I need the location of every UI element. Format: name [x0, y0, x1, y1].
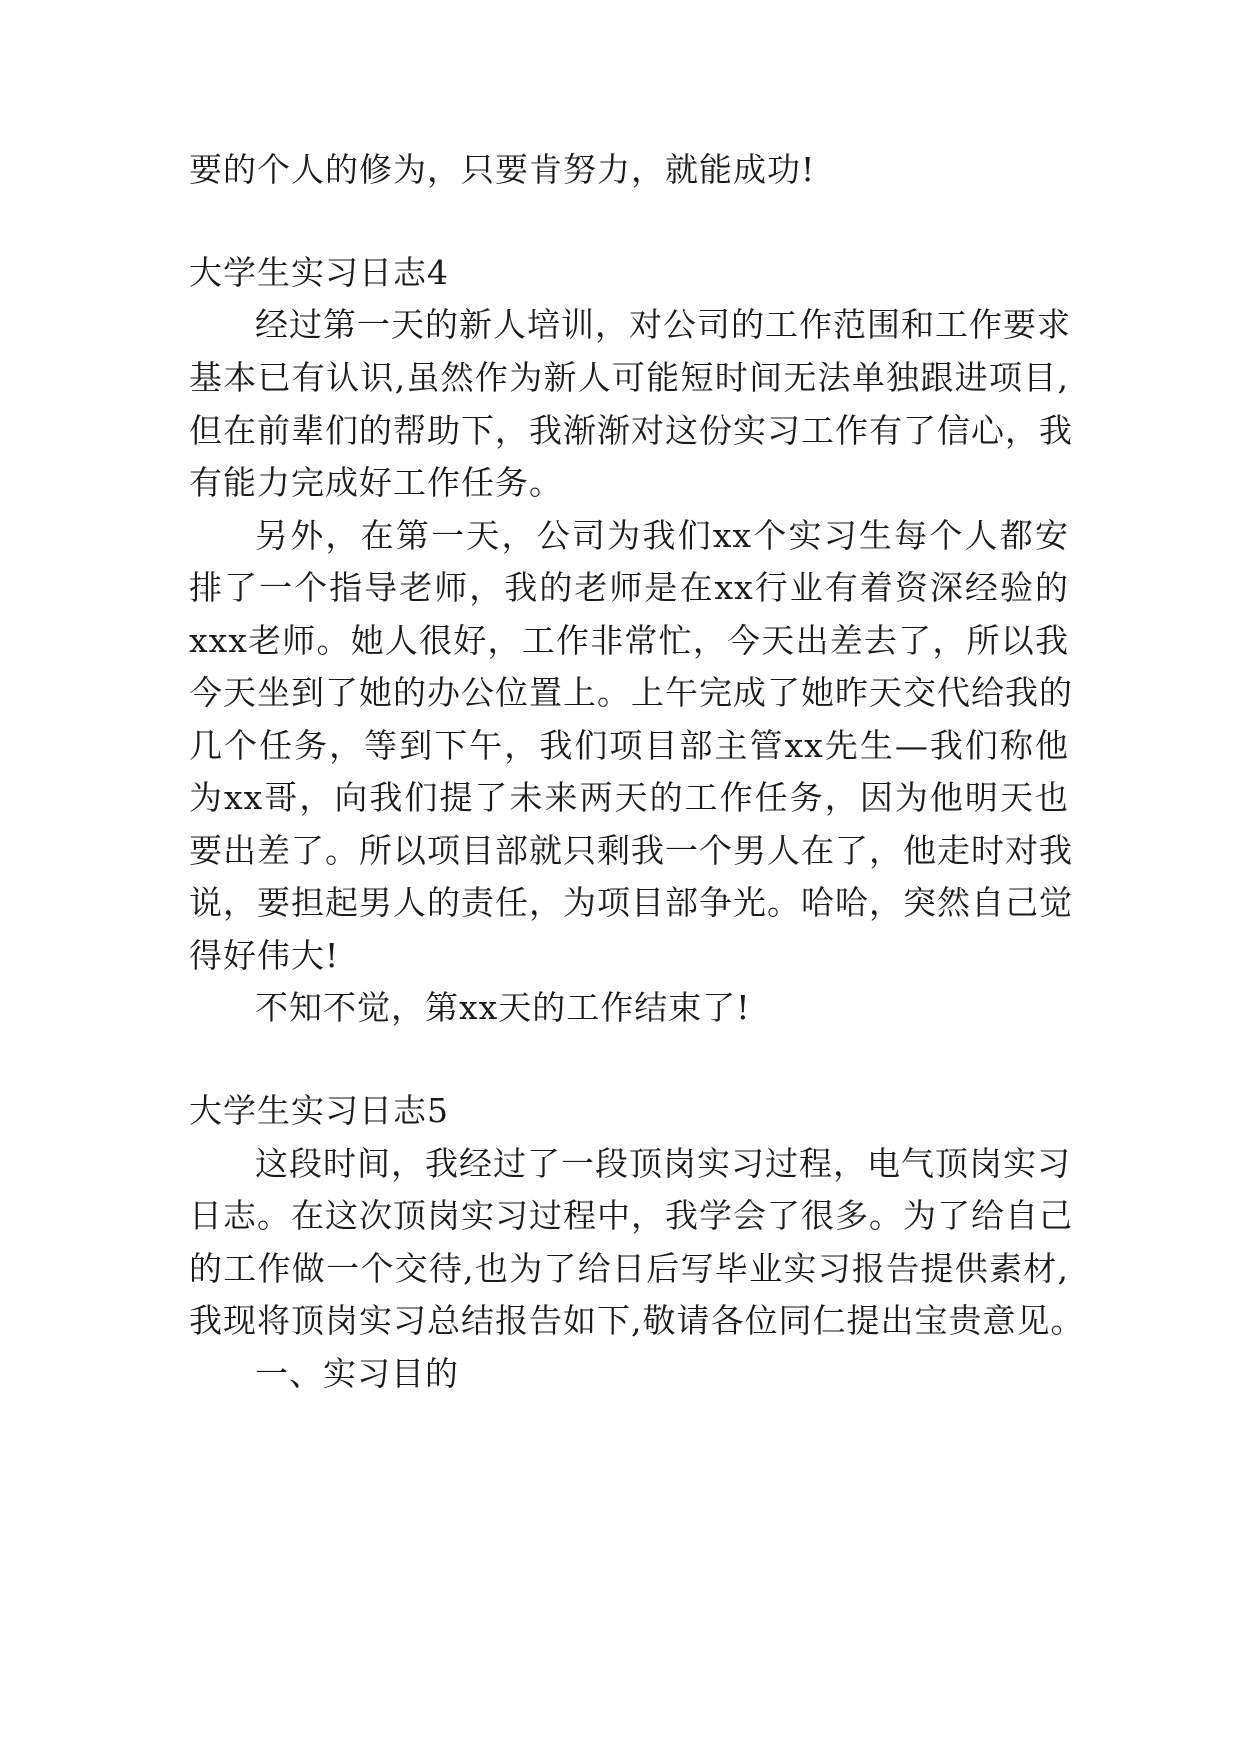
section-4-paragraph-3: 不知不觉，第xx天的工作结束了!: [255, 988, 751, 1027]
section-4-paragraph-2-line: 今天坐到了她的办公位置上。上午完成了她昨天交代给我的: [189, 673, 1073, 712]
section-4-paragraph-2-line: 说，要担起男人的责任，为项目部争光。哈哈，突然自己觉: [189, 883, 1073, 922]
section-5-paragraph-1-line: 的工作做一个交待,也为了给日后写毕业实习报告提供素材,: [189, 1249, 1069, 1288]
section-4-paragraph-2-line: xxx老师。她人很好，工作非常忙，今天出差去了，所以我: [189, 621, 1069, 660]
section-5-paragraph-1-line: 我现将顶岗实习总结报告如下,敬请各位同仁提出宝贵意见。: [189, 1301, 1085, 1340]
section-4-paragraph-1-line: 基本已有认识,虽然作为新人可能短时间无法单独跟进项目,: [189, 358, 1069, 397]
section-5-paragraph-1-line: 这段时间，我经过了一段顶岗实习过程，电气顶岗实习: [255, 1144, 1071, 1183]
section-4-paragraph-1-line: 经过第一天的新人培训，对公司的工作范围和工作要求: [255, 305, 1071, 344]
section-4-paragraph-2-line: 要出差了。所以项目部就只剩我一个男人在了，他走时对我: [189, 831, 1073, 870]
section-5-subheading: 一、实习目的: [255, 1354, 459, 1393]
section-4-paragraph-2-line: 排了一个指导老师，我的老师是在xx行业有着资深经验的: [189, 568, 1069, 607]
section-4-paragraph-1-line: 有能力完成好工作任务。: [189, 463, 563, 502]
section-5-paragraph-1-line: 日志。在这次顶岗实习过程中，我学会了很多。为了给自己: [189, 1196, 1073, 1235]
section-4-paragraph-1-line: 但在前辈们的帮助下，我渐渐对这份实习工作有了信心，我: [189, 411, 1073, 450]
section-4-heading: 大学生实习日志4: [189, 253, 449, 292]
section-5-heading: 大学生实习日志5: [189, 1091, 449, 1130]
section-4-paragraph-2-line: 得好伟大!: [189, 936, 340, 975]
continuation-line: 要的个人的修为，只要肯努力，就能成功!: [189, 150, 816, 189]
section-4-paragraph-2-line: 几个任务，等到下午，我们项目部主管xx先生—我们称他: [189, 726, 1069, 765]
section-4-paragraph-2-line: 为xx哥，向我们提了未来两天的工作任务，因为他明天也: [189, 778, 1069, 817]
section-4-paragraph-2-line: 另外，在第一天，公司为我们xx个实习生每个人都安: [255, 516, 1069, 555]
